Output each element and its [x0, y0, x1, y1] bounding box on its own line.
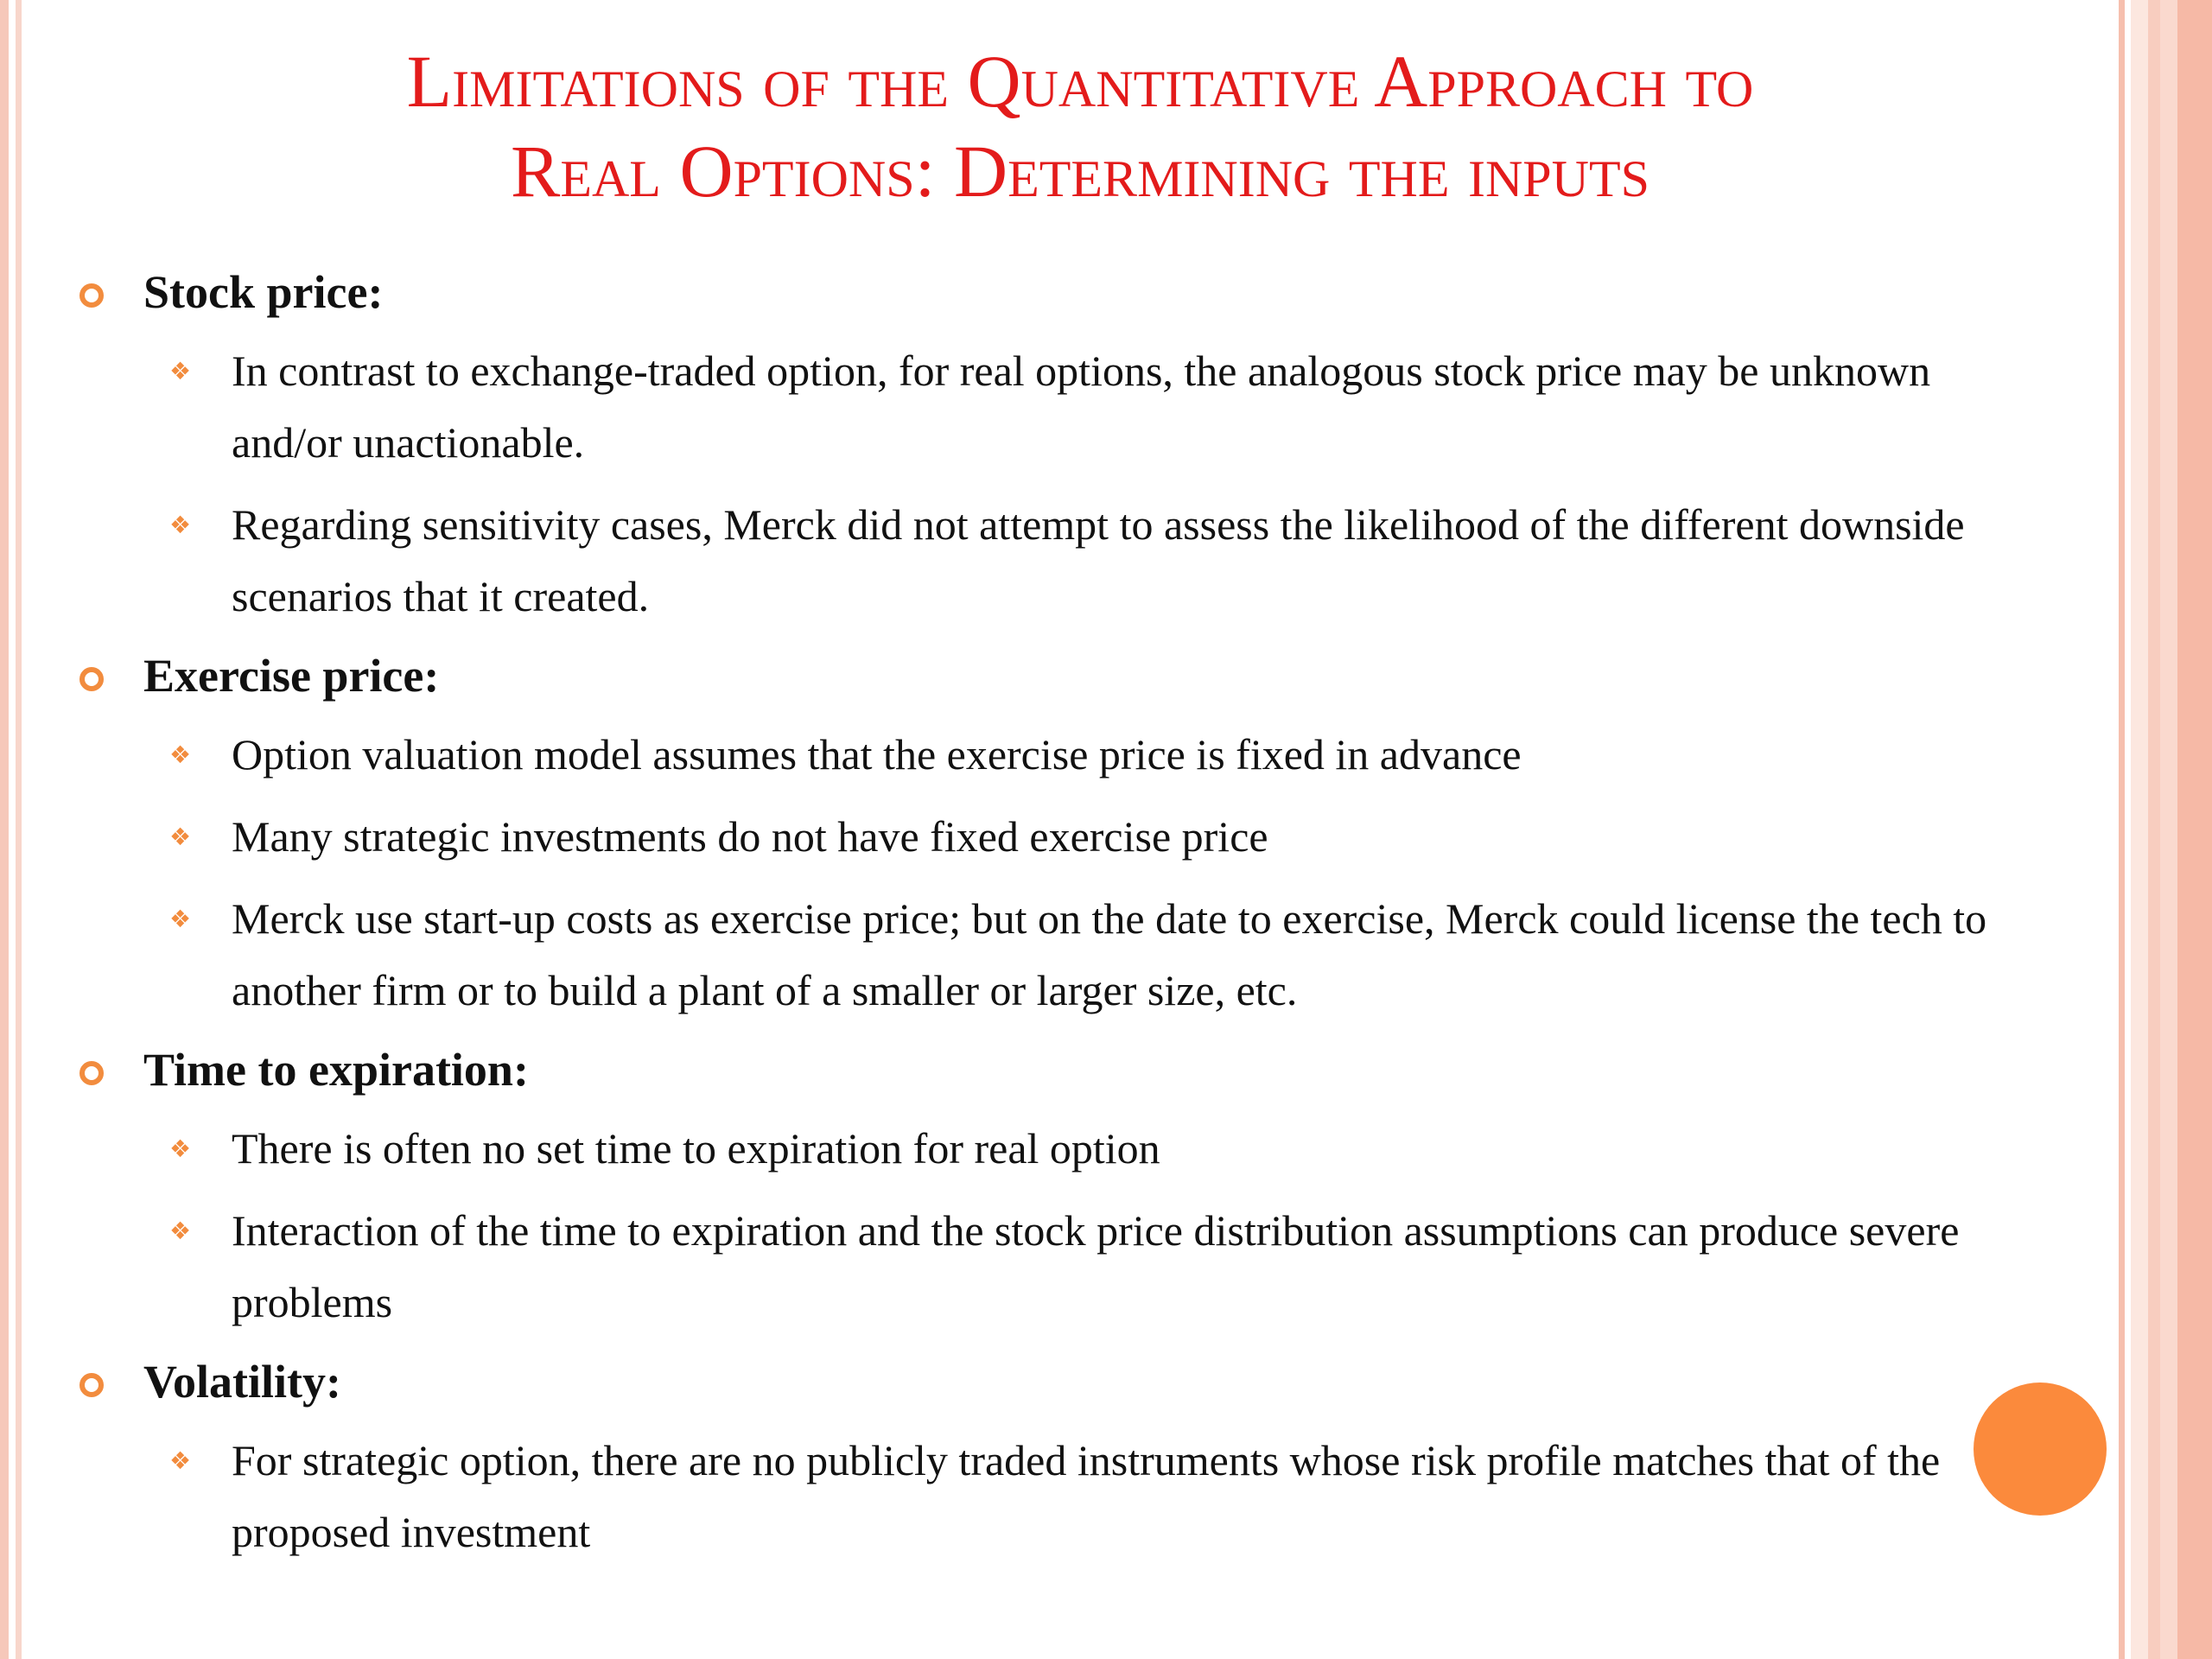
bullet-item-text: For strategic option, there are no publicly traded instruments whose risk profile matches that of the proposed investment	[232, 1436, 1941, 1556]
right-border-stripe	[2177, 0, 2212, 1659]
circle-outline-icon	[79, 667, 104, 691]
bullet-item	[0, 719, 2003, 791]
right-border-stripe	[2131, 0, 2148, 1659]
bullet-item-text: Interaction of the time to expiration and the stock price distribution assumptions can produce severe problems	[232, 1206, 1960, 1326]
slide-title-line-2: Real Options: Determining the inputs	[510, 130, 1650, 213]
bullet-item-text: Merck use start-up costs as exercise price; but on the date to exercise, Merck could license the tech to another firm or to build a plant of a smaller or larger size, etc.	[232, 894, 1987, 1014]
section-heading-text: Volatility:	[143, 1356, 341, 1408]
four-diamond-icon: ❖	[169, 905, 192, 933]
four-diamond-icon: ❖	[169, 1446, 192, 1475]
bullet-item	[0, 1113, 2003, 1185]
four-diamond-icon: ❖	[169, 823, 192, 851]
circle-outline-icon	[79, 1373, 104, 1397]
bullet-item-text: There is often no set time to expiration for real option	[232, 1124, 1160, 1173]
section-heading-text: Time to expiration:	[143, 1044, 529, 1096]
four-diamond-icon: ❖	[169, 1217, 192, 1245]
slide-title	[130, 36, 2031, 216]
section-heading-text: Stock price:	[143, 266, 384, 318]
four-diamond-icon: ❖	[169, 357, 192, 385]
slide-title-line-1: Limitations of the Quantitative Approach to	[406, 40, 1754, 123]
bullet-item	[0, 883, 2003, 1027]
bullet-item	[0, 489, 2003, 632]
circle-outline-icon	[79, 1061, 104, 1085]
bullet-item-text: Option valuation model assumes that the exercise price is fixed in advance	[232, 730, 1522, 779]
bullet-section	[0, 1349, 2074, 1568]
four-diamond-icon: ❖	[169, 1135, 192, 1163]
section-heading-text: Exercise price:	[143, 650, 440, 702]
section-heading	[0, 1349, 2074, 1414]
slide-body	[0, 259, 2074, 1579]
right-border-stripe	[2160, 0, 2177, 1659]
section-heading	[0, 1037, 2074, 1103]
section-heading	[0, 259, 2074, 325]
bullet-section	[0, 1037, 2074, 1338]
bullet-section	[0, 259, 2074, 632]
four-diamond-icon: ❖	[169, 741, 192, 769]
section-heading	[0, 643, 2074, 709]
bullet-item	[0, 1195, 2003, 1338]
right-border-stripe	[2148, 0, 2160, 1659]
bullet-item	[0, 801, 2003, 873]
bullet-section	[0, 643, 2074, 1027]
four-diamond-icon: ❖	[169, 511, 192, 539]
bullet-item-text: Regarding sensitivity cases, Merck did not attempt to assess the likelihood of the different downside scenarios that it created.	[232, 500, 1965, 620]
bullet-item	[0, 1425, 2003, 1568]
circle-outline-icon	[79, 283, 104, 308]
bullet-item-text: Many strategic investments do not have fixed exercise price	[232, 812, 1268, 861]
bullet-item-text: In contrast to exchange-traded option, for real options, the analogous stock price may be unknown and/or unactionable.	[232, 346, 1931, 467]
right-border-stripe	[2119, 0, 2125, 1659]
bullet-item	[0, 335, 2003, 479]
decorative-orange-circle	[1974, 1382, 2107, 1516]
